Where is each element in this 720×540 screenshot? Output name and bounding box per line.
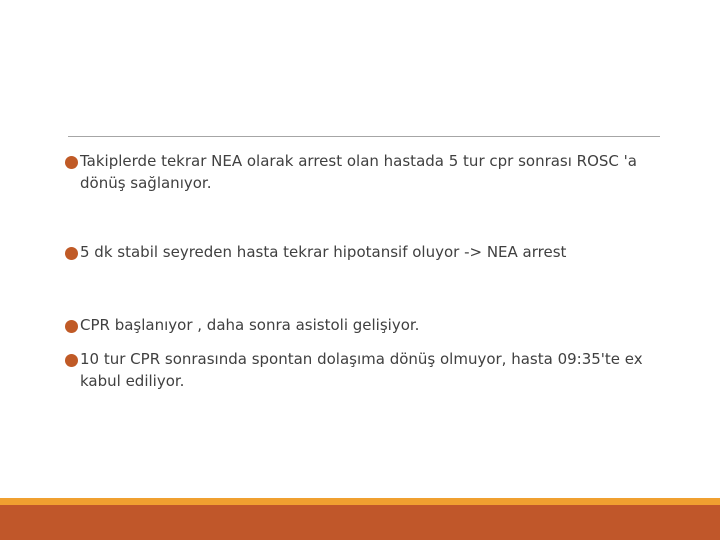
header-divider: [68, 136, 660, 137]
bullet-item: [63, 241, 566, 263]
footer-accent-bar: [0, 498, 720, 505]
bullet-text: Takiplerde tekrar NEA olarak arrest olan hastada 5 tur cpr sonrası ROSC 'a dönüş sağlanıyor.: [80, 152, 637, 192]
bullet-text: CPR başlanıyor , daha sonra asistoli gelişiyor.: [80, 316, 420, 334]
bullet-dot-icon: [65, 156, 78, 169]
bullet-item: [63, 150, 683, 194]
bullet-dot-icon: [65, 320, 78, 333]
footer-bar: [0, 505, 720, 540]
bullet-dot-icon: [65, 354, 78, 367]
bullet-text: 5 dk stabil seyreden hasta tekrar hipotansif oluyor -> NEA arrest: [80, 243, 567, 261]
bullet-text: 10 tur CPR sonrasında spontan dolaşıma dönüş olmuyor, hasta 09:35'te ex kabul ediliyor.: [80, 350, 643, 390]
bullet-item: [63, 314, 419, 336]
bullet-item: [63, 348, 683, 392]
bullet-dot-icon: [65, 247, 78, 260]
